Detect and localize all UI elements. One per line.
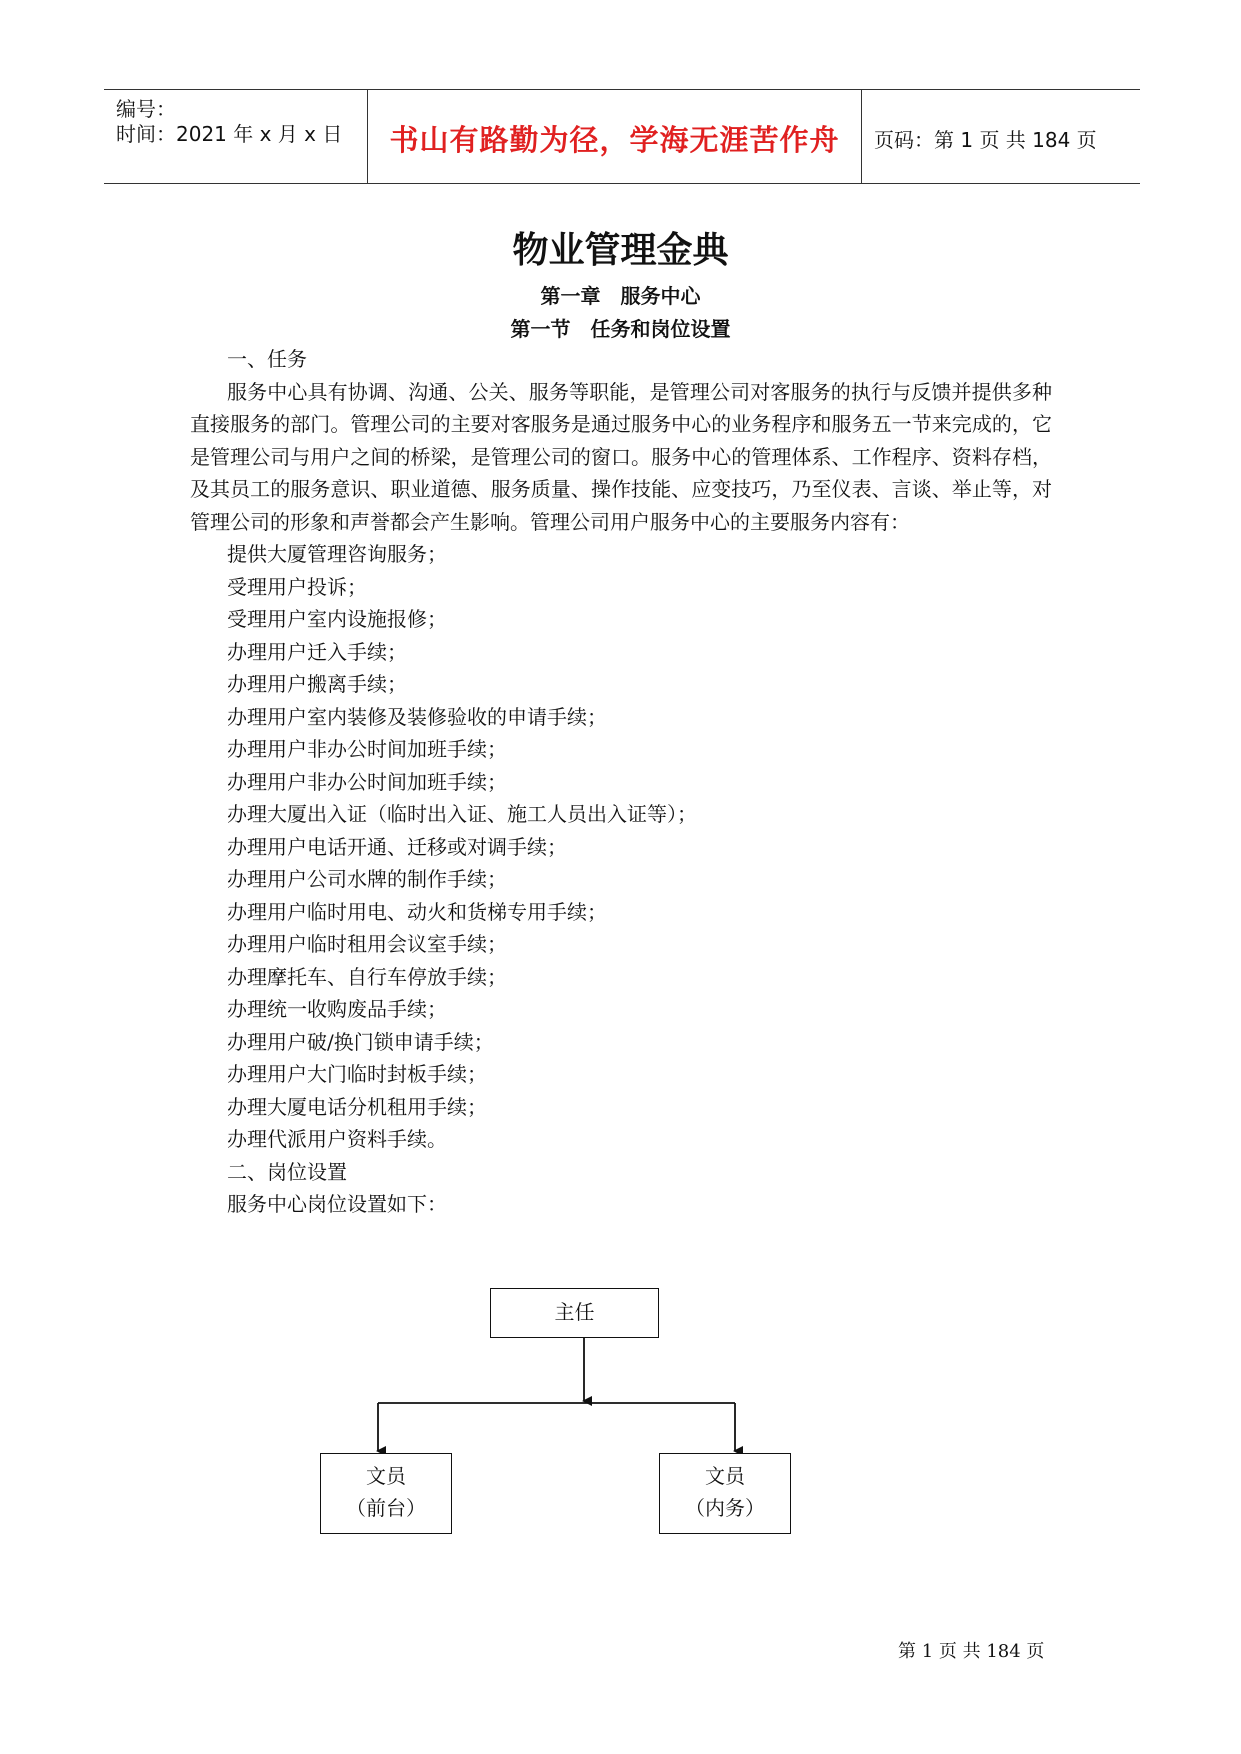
list-item: 办理用户搬离手续； — [227, 672, 407, 696]
org-node-clerk-front-sub: （前台） — [346, 1496, 426, 1520]
page-footer: 第 1 页 共 184 页 — [898, 1641, 1045, 1662]
time-label: 时间：2021 年 x 月 x 日 — [116, 122, 343, 146]
header-motto-cell — [368, 90, 862, 183]
section-heading: 第一节 任务和岗位设置 — [510, 317, 731, 341]
list-item: 办理摩托车、自行车停放手续； — [227, 964, 507, 989]
list-item: 办理用户临时用电、动火和货梯专用手续； — [227, 899, 607, 924]
header-info-cell — [104, 90, 368, 183]
intro-paragraph: 服务中心具有协调、沟通、公关、服务等职能，是管理公司对客服务的执行与反馈并提供多种直接服务的部门。管理公司的主要对客服务是通过服务中心的业务程序和服务五一节来完成的，它是管理公司与用户之间的桥梁，是管理公司的窗口。服务中心的管理体系、工作程序、资料存档，及其员工的服务意识、职业道德、服务质量、操作技能、应变技巧，乃至仪表、言谈、举止等，对管理公司的形象和声誉都会产生影响。管理公司用户服务中心的主要服务内容有： — [190, 379, 1052, 534]
org-node-director — [490, 1288, 659, 1338]
org-node-clerk-front-title: 文员 — [366, 1464, 406, 1488]
page-code: 页码：第 1 页 共 184 页 — [874, 128, 1097, 152]
motto: 书山有路勤为径，学海无涯苦作舟 — [389, 123, 840, 157]
list-item: 办理用户非办公时间加班手续； — [227, 769, 507, 794]
document-header — [104, 89, 1140, 184]
positions-intro: 服务中心岗位设置如下： — [227, 1192, 447, 1216]
org-node-clerk-internal-title: 文员 — [705, 1464, 745, 1488]
list-item: 受理用户室内设施报修； — [227, 607, 447, 631]
org-node-clerk-internal-sub: （内务） — [685, 1496, 765, 1520]
list-item: 办理用户室内装修及装修验收的申请手续； — [227, 704, 607, 729]
list-item: 办理用户大门临时封板手续； — [227, 1062, 487, 1086]
list-item: 办理代派用户资料手续。 — [227, 1127, 447, 1151]
heading-positions: 二、岗位设置 — [227, 1159, 347, 1184]
list-item: 办理用户迁入手续； — [227, 639, 407, 664]
services-list — [190, 538, 1052, 1156]
org-node-clerk-front — [320, 1453, 452, 1534]
header-page-cell — [862, 90, 1140, 183]
list-item: 提供大厦管理咨询服务； — [227, 542, 447, 566]
list-item: 办理统一收购废品手续； — [227, 997, 447, 1021]
org-node-director-label: 主任 — [554, 1300, 595, 1324]
chapter-heading: 第一章 服务中心 — [540, 284, 701, 308]
list-item: 办理用户破/换门锁申请手续； — [227, 1029, 494, 1054]
list-item: 办理大厦电话分机租用手续； — [227, 1094, 487, 1119]
heading-tasks: 一、任务 — [227, 347, 307, 371]
list-item: 受理用户投诉； — [227, 574, 367, 599]
document-title: 物业管理金典 — [512, 230, 729, 271]
list-item: 办理用户电话开通、迁移或对调手续； — [227, 834, 567, 859]
document-body — [190, 343, 1052, 1221]
list-item: 办理用户公司水牌的制作手续； — [227, 867, 507, 891]
org-node-clerk-internal — [659, 1453, 791, 1534]
list-item: 办理用户临时租用会议室手续； — [227, 932, 507, 956]
list-item: 办理用户非办公时间加班手续； — [227, 737, 507, 761]
serial-label: 编号： — [116, 97, 176, 121]
list-item: 办理大厦出入证（临时出入证、施工人员出入证等）； — [227, 802, 697, 826]
